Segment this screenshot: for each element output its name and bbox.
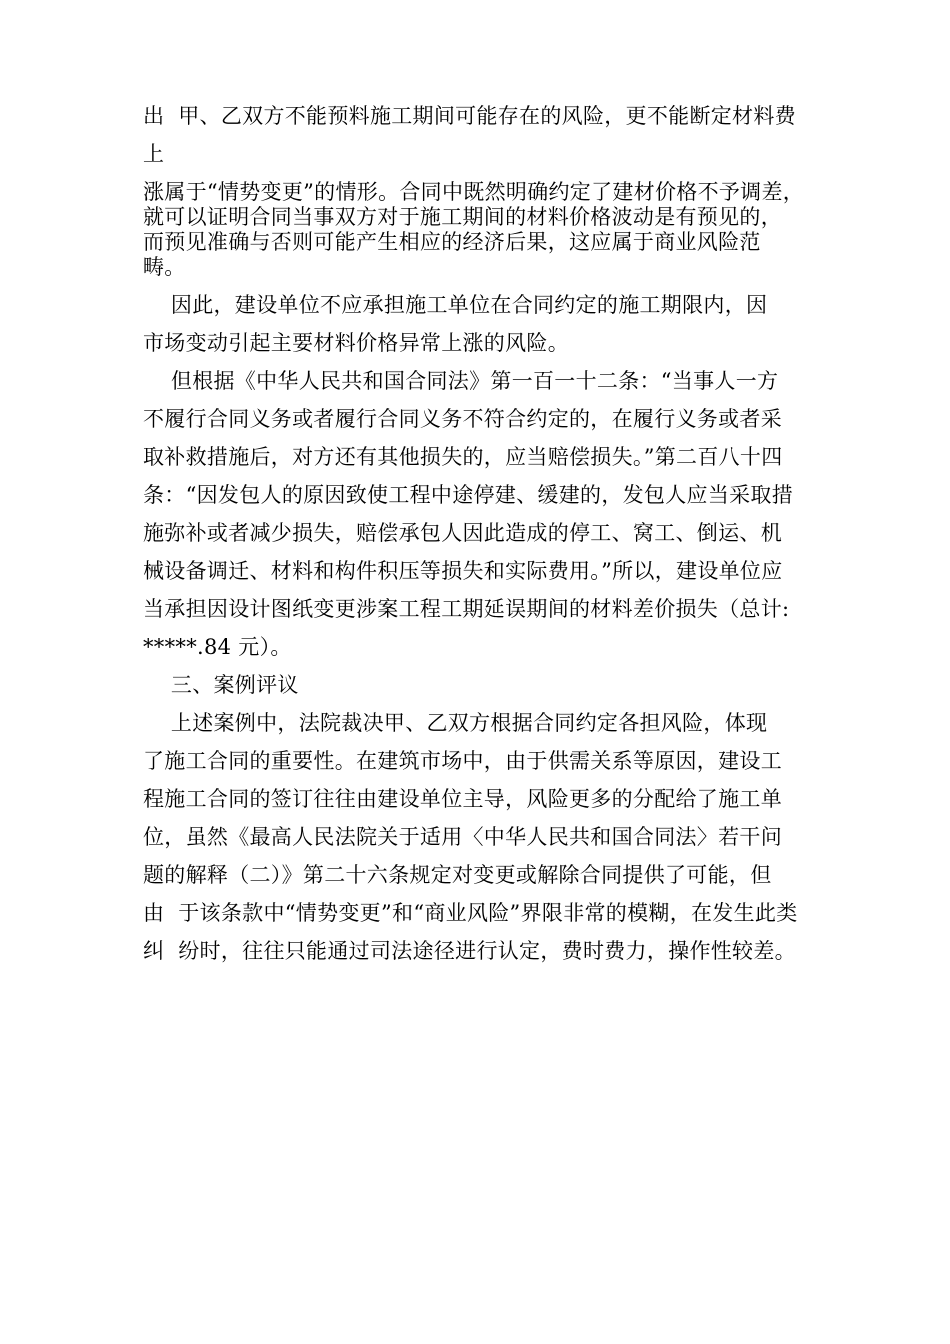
text-line: 纠 纷时，往往只能通过司法途径进行认定，费时费力，操作性较差。 [143,939,796,963]
text-line: 械设备调迁、材料和构件积压等损失和实际费用。”所以，建设单位应 [143,559,783,583]
text-line: 程施工合同的签订往往由建设单位主导，风险更多的分配给了施工单 [143,787,782,811]
text-line: 位，虽然《最高人民法院关于适用〈中华人民共和国合同法〉若干问 [143,825,782,849]
text-line: 取补救措施后，对方还有其他损失的，应当赔偿损失。”第二百八十四 [143,445,783,469]
text-line: 就可以证明合同当事双方对于施工期间的材料价格波动是有预见的， [143,205,782,229]
text-line: 市场变动引起主要材料价格异常上涨的风险。 [143,331,569,355]
text-line: 由 于该条款中“情势变更”和“商业风险”界限非常的模糊，在发生此类 [143,901,798,925]
text-line: 条：“因发包人的原因致使工程中途停建、缓建的，发包人应当采取措 [143,483,794,507]
text-line: 题的解释（二）》第二十六条规定对变更或解除合同提供了可能，但 [143,863,772,887]
text-line: 而预见准确与否则可能产生相应的经济后果，这应属于商业风险范 [143,230,761,254]
text-line: 当承担因设计图纸变更涉案工程工期延误期间的材料差价损失（总计: [143,597,790,621]
text-line: 因此，建设单位不应承担施工单位在合同约定的施工期限内，因 [143,293,768,317]
text-line: 了施工合同的重要性。在建筑市场中，由于供需关系等原因，建设工 [143,749,782,773]
text-line: 施弥补或者减少损失，赔偿承包人因此造成的停工、窝工、倒运、机 [143,521,782,545]
text-line: 上述案例中，法院裁决甲、乙双方根据合同约定各担风险，体现 [143,711,768,735]
text-line: 畴。 [143,255,186,279]
text-line: 上 [143,142,165,166]
section-heading: 三、案例评议 [143,673,299,697]
text-line: 但根据《中华人民共和国合同法》第一百一十二条：“当事人一方 [143,369,779,393]
text-line: 不履行合同义务或者履行合同义务不符合约定的，在履行义务或者采 [143,407,782,431]
text-line: *****.84 元）。 [143,635,292,659]
text-line: 涨属于“情势变更”的情形。合同中既然明确约定了建材价格不予调差， [143,180,805,204]
text-line: 出 甲、乙双方不能预料施工期间可能存在的风险，更不能断定材料费 [143,104,796,128]
